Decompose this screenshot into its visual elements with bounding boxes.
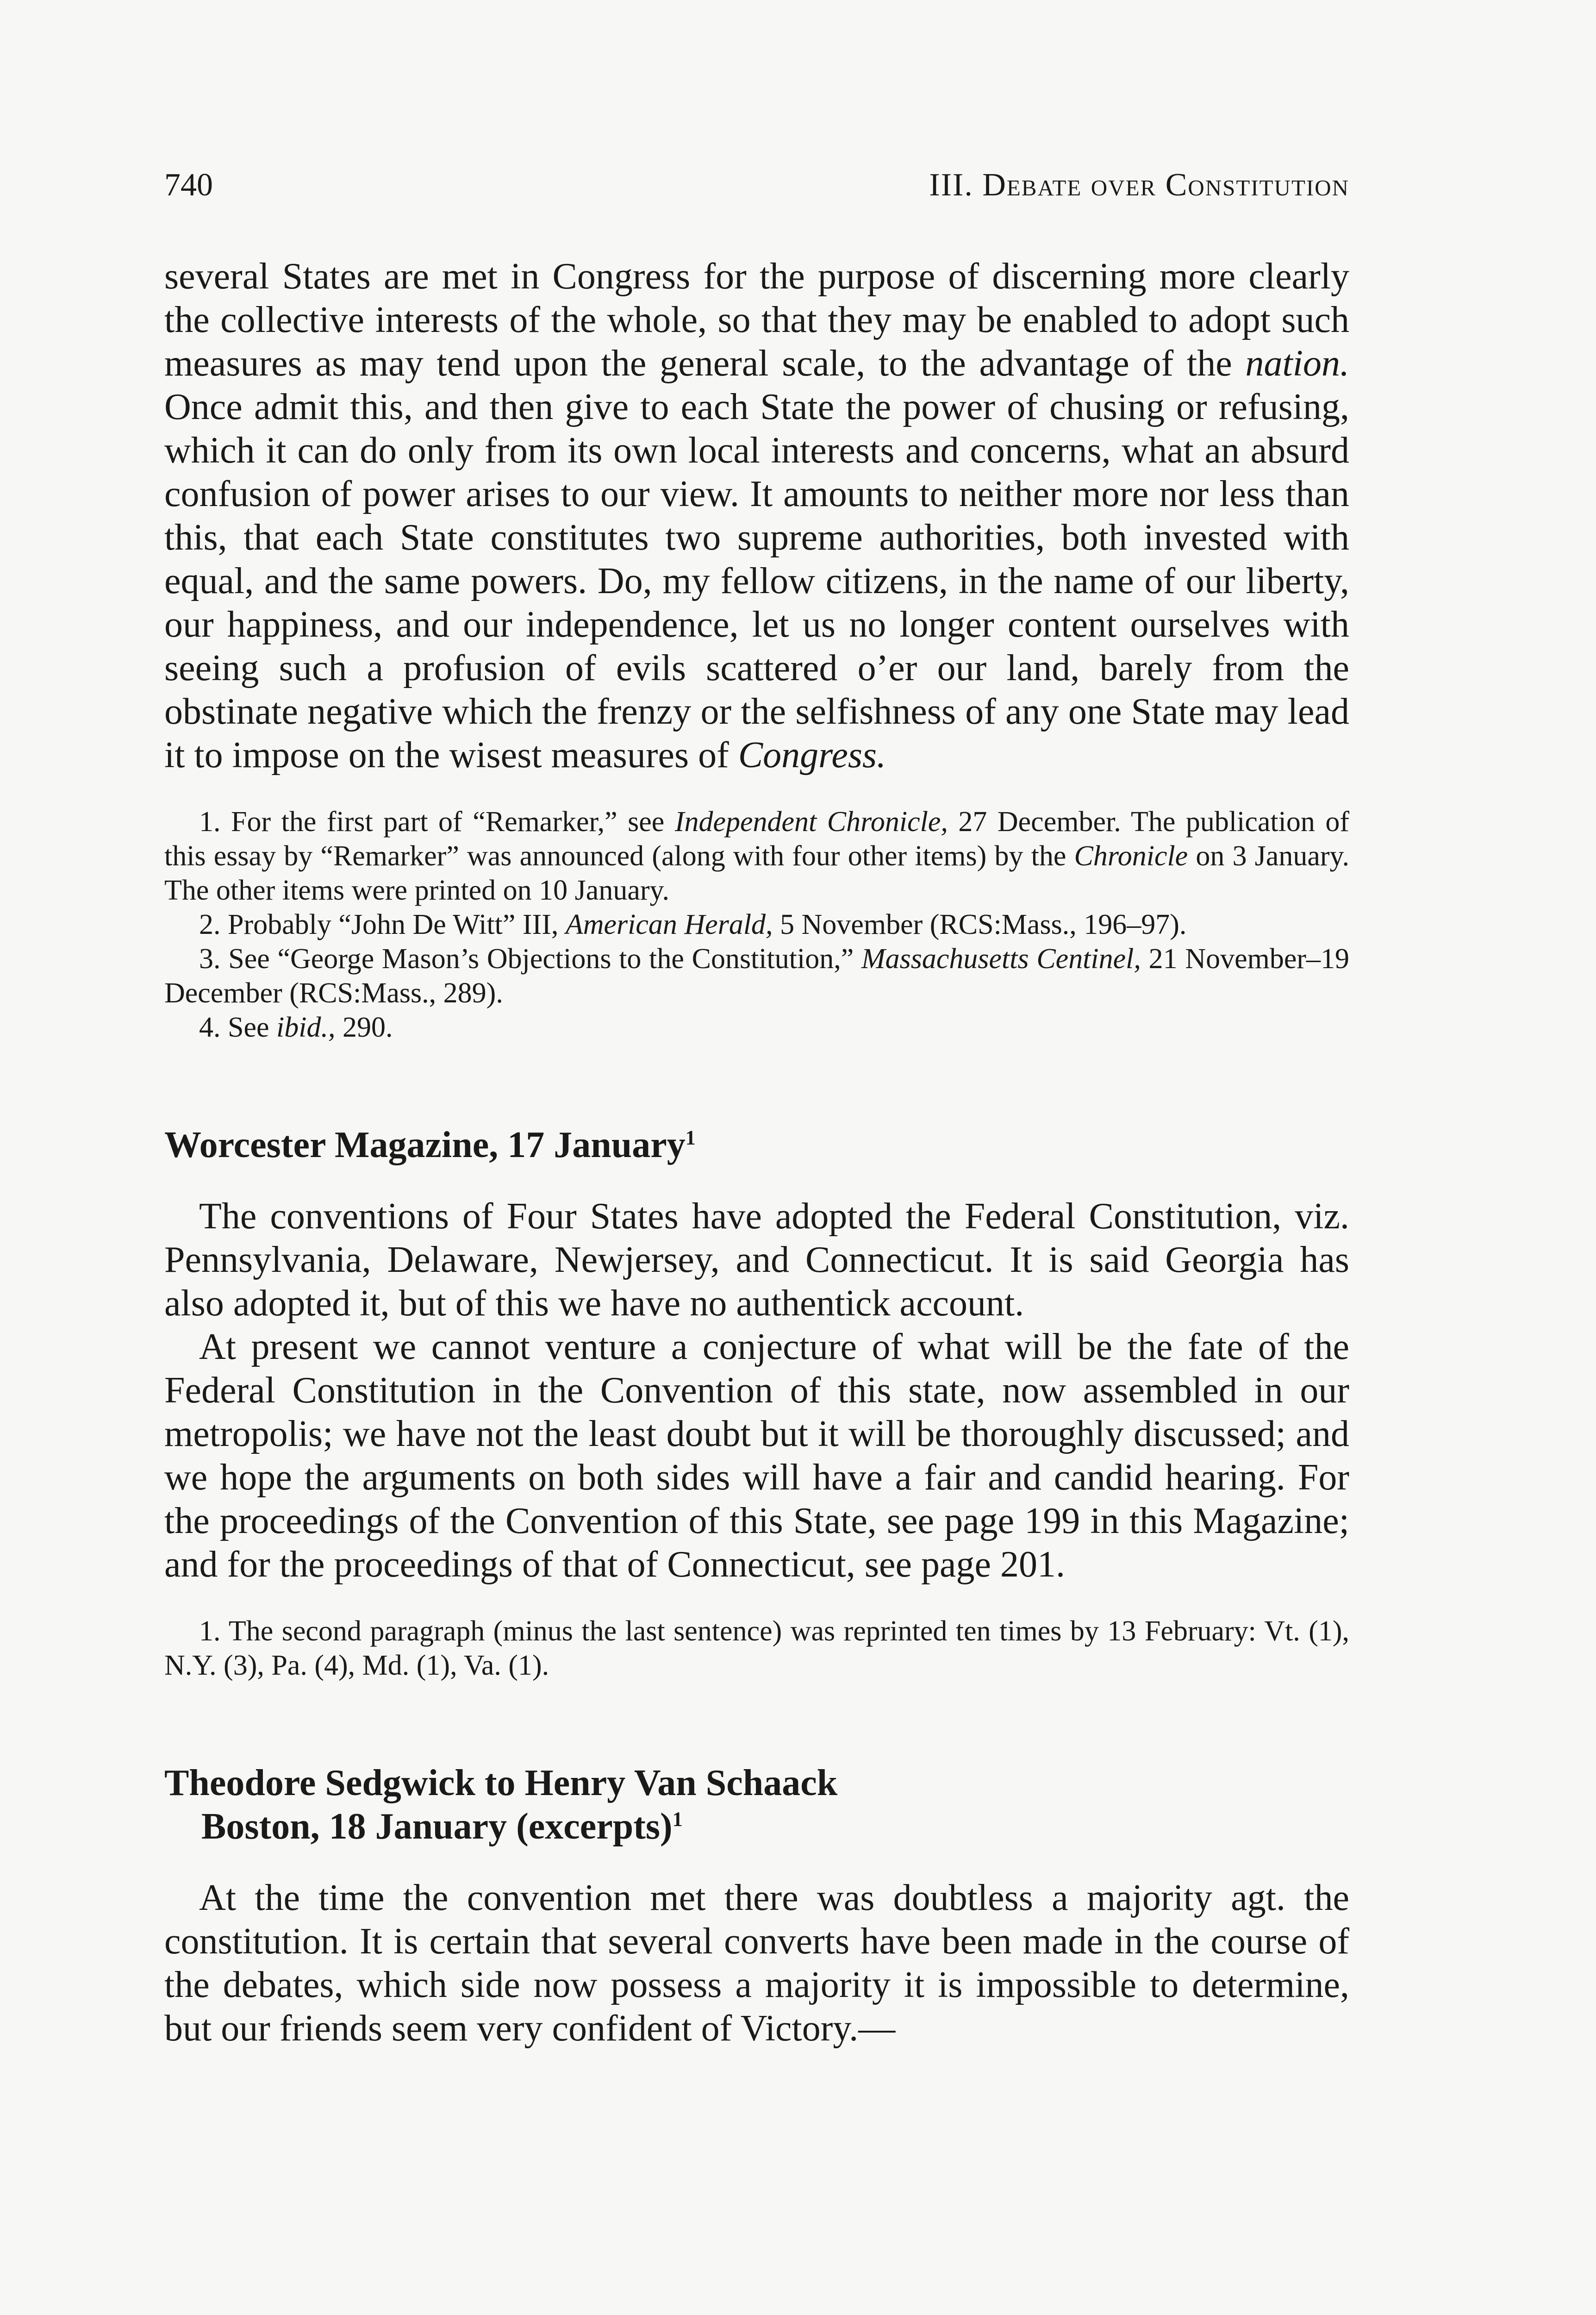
footnote-marker: 1	[672, 1808, 683, 1831]
italic-text: Congress.	[738, 735, 886, 776]
page-number: 740	[164, 167, 213, 203]
heading-text: Worcester Magazine, 17 January	[164, 1125, 686, 1165]
italic-text: Independent Chronicle,	[674, 806, 948, 838]
footnote	[164, 907, 1349, 942]
sedgwick-paragraph-1: At the time the convention met there was doubtless a majority agt. the constitution. It is certain that several converts have been made in the course of the debates, which side now possess a majority it is impossible to determine, but our friends seem very confident of Victory.—	[164, 1877, 1349, 2049]
footnotes-remarker	[164, 805, 1349, 1045]
heading-text: Boston, 18 January (excerpts)	[201, 1806, 673, 1847]
footnote-text: 1. For the first part of “Remarker,” see	[199, 806, 675, 838]
footnote-text: 27 December. The publication of this essay by “Remarker” was announced (along with four other items) by the	[164, 806, 1350, 872]
footnote-text: on 3 January. The other items were printed on 10 January.	[164, 840, 1349, 906]
footnote	[164, 1010, 1349, 1045]
footnote-text: 4. See	[199, 1012, 277, 1043]
italic-text: nation.	[1245, 343, 1349, 384]
section-heading-sedgwick	[164, 1761, 1349, 1848]
italic-text: Massachusetts Centinel,	[861, 943, 1141, 975]
continued-paragraph	[164, 255, 1349, 777]
footnote	[164, 805, 1349, 907]
heading-line-2	[164, 1805, 1349, 1848]
worcester-paragraph-2: At present we cannot venture a conjecture of what will be the fate of the Federal Constitution in the Convention of this state, now assembled in our metropolis; we have not the least doubt but it will be thoroughly discussed; and we hope the arguments on both sides will have a fair and candid hearing. For the proceedings of the Convention of this State, see page 199 in this Magazine; and for the proceedings of that of Connecticut, see page 201.	[164, 1326, 1349, 1585]
footnote-text: 3. See “George Mason’s Objections to the Constitution,”	[199, 943, 861, 975]
running-head	[164, 167, 1349, 204]
footnote-text: 5 November (RCS:Mass., 196–97).	[773, 909, 1187, 940]
paragraph-text: Once admit this, and then give to each State the power of chusing or refusing, which it can do only from its own local interests and concerns, what an absurd confusion of power arises to our view. It amounts to neither more nor less than this, that each State constitutes two supreme authorities, both invested with equal, and the same powers. Do, my fellow citizens, in the name of our liberty, our happiness, and our independence, let us no longer content ourselves with seeing such a profusion of evils scattered o’er our land, barely from the obstinate negative which the frenzy or the selfishness of any one State may lead it to impose on the wisest measures of	[164, 387, 1349, 776]
footnote-text: 2. Probably “John De Witt” III,	[199, 909, 566, 940]
heading-line-1: Theodore Sedgwick to Henry Van Schaack	[164, 1763, 838, 1803]
worcester-paragraph-1: The conventions of Four States have adopted the Federal Constitution, viz. Pennsylvania, Delaware, Newjersey, and Connecticut. It is said Georgia has also adopted it, but of this we have no authentick account.	[164, 1196, 1349, 1324]
footnotes-worcester	[164, 1614, 1349, 1683]
section-heading-worcester	[164, 1123, 1349, 1167]
footnote: 1. The second paragraph (minus the last sentence) was reprinted ten times by 13 February: Vt. (1), N.Y. (3), Pa. (4), Md. (1), Va. (1).	[164, 1615, 1349, 1681]
italic-text: Chronicle	[1074, 840, 1188, 872]
running-title: III. Debate over Constitution	[929, 167, 1349, 203]
footnote-marker: 1	[685, 1126, 696, 1149]
italic-text: ibid.,	[276, 1012, 336, 1043]
footnote-text: 21 November–19 December (RCS:Mass., 289).	[164, 943, 1350, 1009]
paragraph-text: several States are met in Congress for the purpose of discerning more clearly the collective interests of the whole, so that they may be enabled to adopt such measures as may tend upon the general scale, to the advantage of the	[164, 256, 1349, 384]
italic-text: American Herald,	[565, 909, 773, 940]
document-page	[164, 167, 1349, 2050]
footnote	[164, 942, 1349, 1010]
footnote-text: 290.	[335, 1012, 393, 1043]
